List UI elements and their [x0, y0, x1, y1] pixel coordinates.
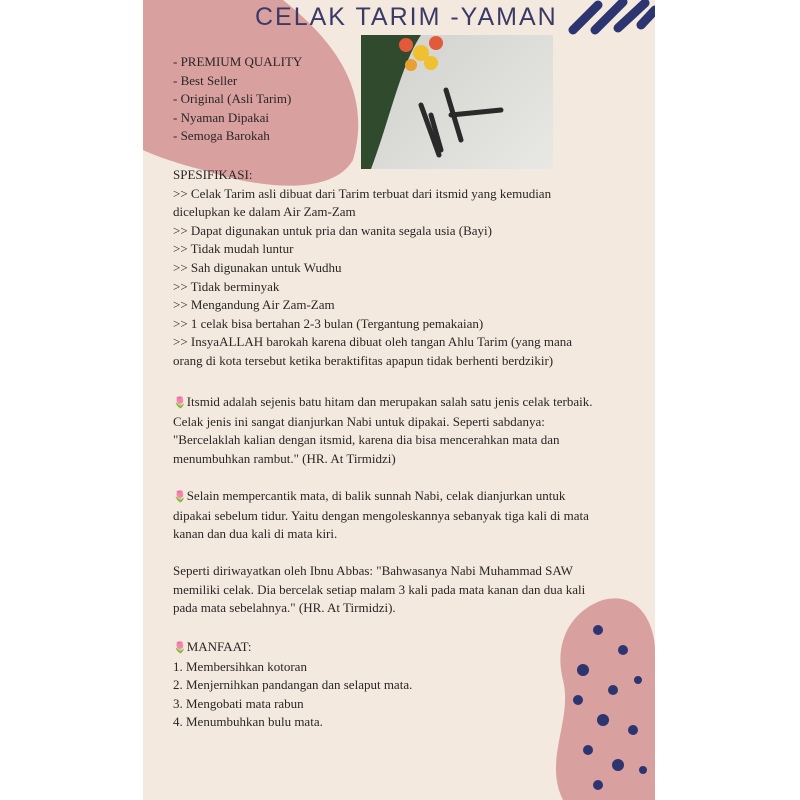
flower-icon: 🌷: [173, 642, 187, 654]
feature-item: - PREMIUM QUALITY: [173, 54, 303, 69]
para-line: Itsmid adalah sejenis batu hitam dan merupakan salah satu jenis celak terbaik.: [186, 394, 593, 409]
pink-blob-dotted: [543, 590, 655, 800]
spec-line: >> Mengandung Air Zam-Zam: [173, 297, 335, 313]
feature-list: [173, 53, 302, 146]
feature-item: - Original (Asli Tarim): [173, 91, 292, 107]
para-line: Seperti diriwayatkan oleh Ibnu Abbas: "Bahwasanya Nabi Muhammad SAW: [173, 563, 573, 578]
flower-icon: 🌷: [173, 397, 187, 409]
spec-line: >> Tidak berminyak: [173, 278, 280, 294]
benefit-item: 2. Menjernihkan pandangan dan selaput mata.: [173, 677, 413, 693]
para-line: dipakai sebelum tidur. Yaitu dengan mengoleskannya sebanyak tiga kali di mata: [173, 507, 589, 523]
benefit-item: 1. Membersihkan kotoran: [173, 658, 307, 674]
feature-item: - Nyaman Dipakai: [173, 109, 270, 125]
itsmid-paragraph: [173, 393, 592, 468]
spec-line: >> Tidak mudah luntur: [173, 241, 294, 257]
benefit-item: 4. Menumbuhkan bulu mata.: [173, 714, 323, 730]
benefits-section: [173, 638, 412, 732]
spec-heading: SPESIFIKASI:: [173, 167, 253, 182]
para-line: memiliki celak. Dia bercelak setiap malam 3 kali pada mata kanan dan dua kali: [173, 581, 586, 597]
specification-section: [173, 166, 572, 371]
para-line: Celak jenis ini sangat dianjurkan Nabi untuk dipakai. Seperti sabdanya:: [173, 413, 545, 429]
sunnah-paragraph: [173, 487, 589, 544]
poster-title: CELAK TARIM -YAMAN: [255, 3, 558, 31]
spec-line: >> 1 celak bisa bertahan 2-3 bulan (Tergantung pemakaian): [173, 315, 484, 331]
spec-line: orang di kota tersebut ketika beraktifitas apapun tidak berhenti berdzikir): [173, 352, 554, 368]
para-line: pada mata sebelahnya." (HR. At Tirmidzi).: [173, 600, 396, 616]
spec-line: >> Dapat digunakan untuk pria dan wanita segala usia (Bayi): [173, 222, 492, 238]
benefit-item: 3. Mengobati mata rabun: [173, 695, 304, 711]
flower-icon: 🌷: [173, 491, 187, 503]
spec-line: >> InsyaALLAH barokah karena dibuat oleh tangan Ahlu Tarim (yang mana: [173, 334, 573, 350]
spec-line: >> Sah digunakan untuk Wudhu: [173, 259, 342, 275]
para-line: menumbuhkan rambut." (HR. At Tirmidzi): [173, 450, 396, 466]
product-poster: [143, 0, 655, 800]
para-line: Selain mempercantik mata, di balik sunnah Nabi, celak dianjurkan untuk: [186, 488, 566, 503]
hadith-paragraph: [173, 562, 585, 618]
product-photo: [361, 35, 553, 169]
feature-item: - Semoga Barokah: [173, 128, 270, 144]
spec-line: dicelupkan ke dalam Air Zam-Zam: [173, 204, 356, 220]
spec-line: >> Celak Tarim asli dibuat dari Tarim terbuat dari itsmid yang kemudian: [173, 185, 552, 201]
benefits-heading: MANFAAT:: [186, 639, 252, 654]
feature-item: - Best Seller: [173, 72, 238, 88]
para-line: "Bercelaklah kalian dengan itsmid, karena dia bisa mencerahkan mata dan: [173, 432, 560, 448]
navy-strokes-decoration: [563, 0, 655, 40]
para-line: kanan dan dua kali di mata kiri.: [173, 526, 338, 542]
